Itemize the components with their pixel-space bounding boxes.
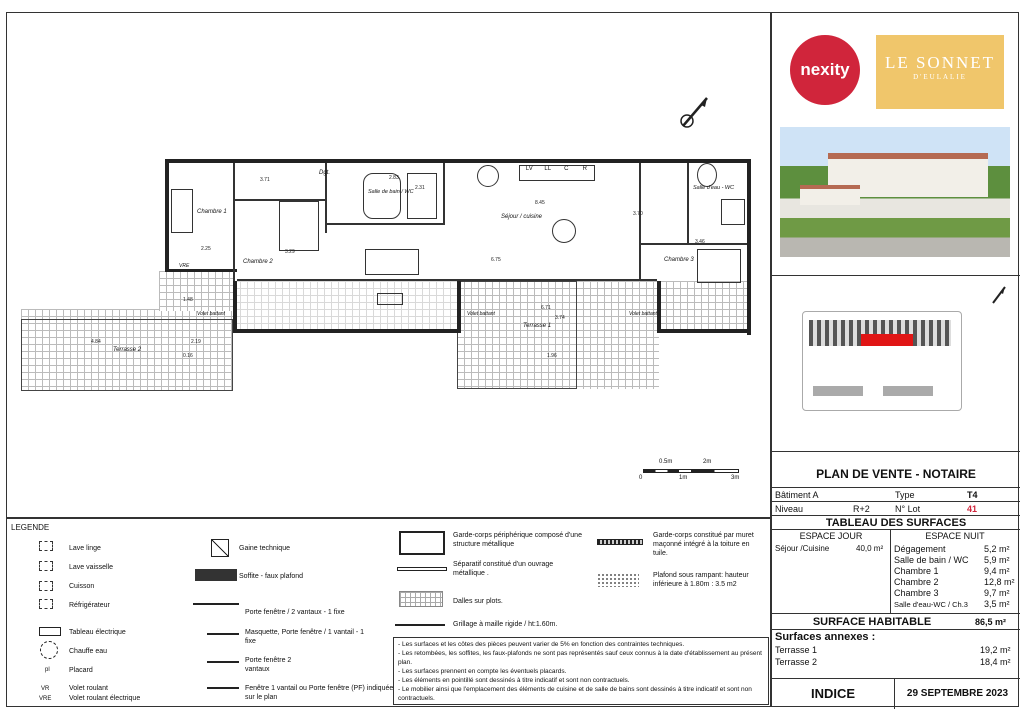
terrasse-2-upper (159, 271, 233, 311)
scale-label: 0 (639, 475, 643, 481)
dim: 2.19 (191, 339, 201, 345)
label-chambre-2: Chambre 2 (243, 259, 273, 265)
dim: 6.75 (491, 257, 501, 263)
legend-fenetre: Fenêtre 1 vantail ou Porte fenêtre (PF) indiquée sur le plan (245, 685, 394, 701)
bed-chambre-1 (171, 189, 193, 233)
label-dgt: Dgt. (319, 170, 331, 176)
gaine-technique-icon (211, 539, 229, 557)
annexe-name: Terrasse 1 (775, 645, 818, 655)
legend-grillage: Grillage à maille rigide / ht:1.60m. (453, 621, 558, 628)
lot-label: N° Lot (895, 503, 921, 514)
label-volet-1: Volet battant (197, 311, 225, 317)
north-arrow-icon (990, 285, 1008, 305)
building-render-image (780, 127, 1010, 257)
scale-label: 3m (731, 475, 740, 481)
bed-chambre-2 (279, 201, 319, 251)
dim: 2.83 (389, 175, 399, 181)
annexe-name: Terrasse 2 (775, 657, 818, 667)
legend-refrigerateur: Réfrigérateur (69, 602, 110, 609)
legend-volet-roulant: Volet roulant (69, 685, 108, 692)
balcony-strip (233, 281, 457, 331)
soffite-icon (195, 569, 237, 581)
nexity-logo (790, 35, 860, 105)
jour-name: Séjour /Cuisine (775, 544, 830, 553)
indice-label: INDICE (810, 686, 856, 701)
dining-table (552, 219, 576, 243)
brand-name: nexity (800, 60, 850, 79)
site-plan (802, 311, 962, 411)
batiment: Bâtiment A (775, 489, 819, 500)
doc-date: 29 SEPTEMBRE 2023 (894, 679, 1020, 709)
low-table (377, 293, 403, 305)
sde-basin (697, 163, 717, 187)
legend-tableau-electrique: Tableau électrique (69, 629, 126, 636)
legend-cuisson: Cuisson (69, 583, 95, 590)
dim: 3.29 (285, 249, 295, 255)
masquette-icon (207, 633, 239, 639)
note: - Les surfaces et les côtes des pièces peuvent varier de 5% en fonction des contraintes techniques. (398, 641, 685, 648)
chauffe-eau (477, 165, 499, 187)
legend-title: LEGENDE (11, 523, 50, 532)
dim: 1.96 (547, 353, 557, 359)
espace-nuit-title: ESPACE NUIT (925, 531, 985, 541)
niveau-value: R+2 (853, 503, 870, 514)
habitable-value: 86,5 m² (975, 616, 1007, 627)
nuit-name: Chambre 1 (894, 566, 939, 576)
label-volet-3: Volet battant (629, 311, 657, 317)
label-volet-2: Volet battant (467, 311, 495, 317)
scale-bar (639, 459, 740, 481)
floor-plan-area (6, 12, 771, 518)
legend-soffite: Soffite - faux plafond (239, 573, 304, 580)
legend-lave-vaisselle: Lave vaisselle (69, 564, 113, 571)
legend-plafond-rampant: Plafond sous rampant: hauteur inférieure à 1.80m : 3.5 m2 (653, 572, 749, 588)
dim: 0.16 (183, 353, 193, 359)
lot-value: 41 (967, 503, 978, 514)
notes-box (393, 637, 769, 705)
nuit-name: Salle d'eau-WC / Ch.3 (894, 600, 968, 609)
dim: 2.31 (415, 185, 425, 191)
scale-label: 2m (703, 459, 712, 465)
chauffe-eau-icon (40, 641, 58, 659)
label-chambre-3: Chambre 3 (664, 257, 694, 263)
scale-label: 0.5m (659, 459, 673, 465)
dim: 6.71 (541, 305, 551, 311)
nuit-value: 3,5 m² (984, 599, 1010, 609)
dalles-icon (399, 591, 443, 607)
type-value: T4 (967, 489, 978, 500)
annexes-title: Surfaces annexes : (775, 630, 876, 643)
note: - Le mobilier ainsi que l'emplacement des éléments de cuisine et de salle de bains sont dessinés à titre indicatif et sont non contractuels. (398, 686, 752, 702)
legend-muret: Garde-corps constitué par muret maçonné intégré à la toiture en tuile. (653, 532, 754, 557)
dim: 3.74 (555, 315, 565, 321)
kitchen-lv: LV (525, 166, 533, 172)
grillage-icon (395, 624, 445, 626)
legend-porte-fenetre-2v-1f: Porte fenêtre / 2 vantaux - 1 fixe (245, 609, 345, 616)
habitable-label: SURFACE HABITABLE (812, 615, 932, 628)
kitchen-ll: LL (544, 166, 552, 172)
dim: 8.45 (535, 200, 545, 206)
note: - Les éléments en pointillé sont dessinés à titre indicatif et sont non contractuels. (398, 677, 630, 684)
label-terrasse-1: Terrasse 1 (523, 323, 552, 329)
sde-shower (721, 199, 745, 225)
porte-fenetre-icon (193, 603, 239, 609)
dim: 3.71 (260, 177, 270, 183)
porte-fenetre-2v-icon (207, 661, 239, 667)
nuit-value: 5,9 m² (984, 555, 1010, 565)
garde-corps-icon (399, 531, 445, 555)
nuit-name: Salle de bain / WC (894, 555, 969, 565)
lot-highlight (861, 334, 913, 346)
fenetre-icon (207, 687, 239, 693)
dim: 1.48 (183, 297, 193, 303)
label-vre: VRE (179, 263, 190, 269)
shower (407, 173, 437, 219)
legend-porte-fenetre-2v: Porte fenêtre 2 vantaux (245, 657, 292, 673)
muret-icon (597, 539, 643, 545)
program-logo (876, 35, 1004, 109)
plafond-rampant-icon (597, 573, 639, 587)
dim: 3.46 (695, 239, 705, 245)
nuit-name: Chambre 2 (894, 577, 939, 587)
north-arrow-icon (677, 95, 711, 131)
program-name: LE SONNET (884, 53, 996, 72)
kitchen-r: R (582, 166, 587, 172)
annexe-value: 19,2 m² (980, 645, 1011, 655)
legend-dalles: Dalles sur plots. (453, 598, 503, 605)
nuit-value: 5,2 m² (984, 544, 1010, 554)
scale-label: 1m (679, 475, 688, 481)
legend-garde-corps: Garde-corps périphérique composé d'une structure métallique (453, 532, 582, 548)
doc-title: PLAN DE VENTE - NOTAIRE (816, 467, 976, 481)
legend-volet-roulant-electrique: Volet roulant électrique (69, 695, 141, 702)
program-subname: D'EULALIE (913, 73, 967, 81)
legend: LEGENDE Lave linge Lave vaisselle Cuisson Réfrigérateur Tableau électrique Chauffe eau pl Placard VR Volet roulant VRE Volet roulant électrique Gaine technique Soffite - faux plafond Porte fenêtre / 2 vantaux - 1 fixe Masquette, Porte fenêtre / 1 vantail - 1 fixe Porte fenêtre 2 vantaux Fenêtre 1 vantail ou Porte fenêtre (PF) indiquée sur le plan Garde-corps périphérique composé d'une structure métallique Séparatif constitué d'un ouvrage métallique . Dalles sur plots. Grillage à maille rigide / ht:1.60m. Garde-corps constitué par muret maçonné intégré à la toiture en tuile. Plafond sous rampant: hauteur inférieure à 1.80m : 3.5 m2 - Les surfaces et les côtes des pièces peuvent varier de 5% en fonction des contraintes techniques. - Les retombées, les soffites, les faux-plafonds ne sont pas représentés sauf ceux connus à la date d'établissement au présent plan. - Les surfaces prennent en compte les éventuels placards. - Les éléments en pointillé sont dessinés à titre indicatif et sont non contractuels. - Le mobilier ainsi que l'emplacement des éléments de cuisine et de salle de bains sont dessinés à titre indicatif et sont non contractuels. (6, 518, 771, 707)
type-label: Type (895, 489, 915, 500)
label-sejour: Séjour / cuisine (501, 214, 543, 220)
dim: 3.70 (633, 211, 643, 217)
table-title: TABLEAU DES SURFACES (772, 515, 1020, 529)
sofa (365, 249, 419, 275)
terrasse-3-area (659, 281, 749, 333)
nuit-value: 9,7 m² (984, 588, 1010, 598)
nuit-name: Dégagement (894, 544, 946, 554)
legend-lave-linge: Lave linge (69, 545, 101, 552)
kitchen-c: C (564, 166, 569, 172)
kitchen-counter (519, 165, 595, 181)
nuit-name: Chambre 3 (894, 588, 939, 598)
tableau-electrique-icon (39, 627, 61, 636)
legend-masquette: Masquette, Porte fenêtre / 1 vantail - 1 fixe (245, 629, 365, 645)
annexe-value: 18,4 m² (980, 657, 1011, 667)
dim: 4.84 (91, 339, 101, 345)
separatif-icon (397, 567, 447, 571)
label-sdb-wc: Salle de bain / WC (368, 189, 414, 195)
jour-value: 40,0 m² (856, 544, 884, 553)
espace-jour-title: ESPACE JOUR (799, 531, 863, 541)
legend-gaine-technique: Gaine technique (239, 545, 290, 552)
label-terrasse-2: Terrasse 2 (113, 347, 142, 353)
dim: 2.25 (201, 246, 211, 252)
legend-chauffe-eau: Chauffe eau (69, 648, 108, 655)
note: - Les retombées, les soffites, les faux-plafonds ne sont pas représentés sauf ceux connus à la date d'établissement au présent plan. (398, 650, 762, 666)
label-sde-wc: Salle d'eau - WC (693, 185, 735, 191)
niveau-label: Niveau (775, 503, 804, 514)
note: - Les surfaces prennent en compte les éventuels placards. (398, 668, 567, 675)
legend-separatif: Séparatif constitué d'un ouvrage métallique . (453, 561, 554, 577)
title-block (771, 12, 1019, 707)
nuit-value: 12,8 m² (984, 577, 1015, 587)
nuit-value: 9,4 m² (984, 566, 1010, 576)
label-chambre-1: Chambre 1 (197, 209, 227, 215)
bed-chambre-3 (697, 249, 741, 283)
legend-placard: Placard (69, 667, 93, 674)
